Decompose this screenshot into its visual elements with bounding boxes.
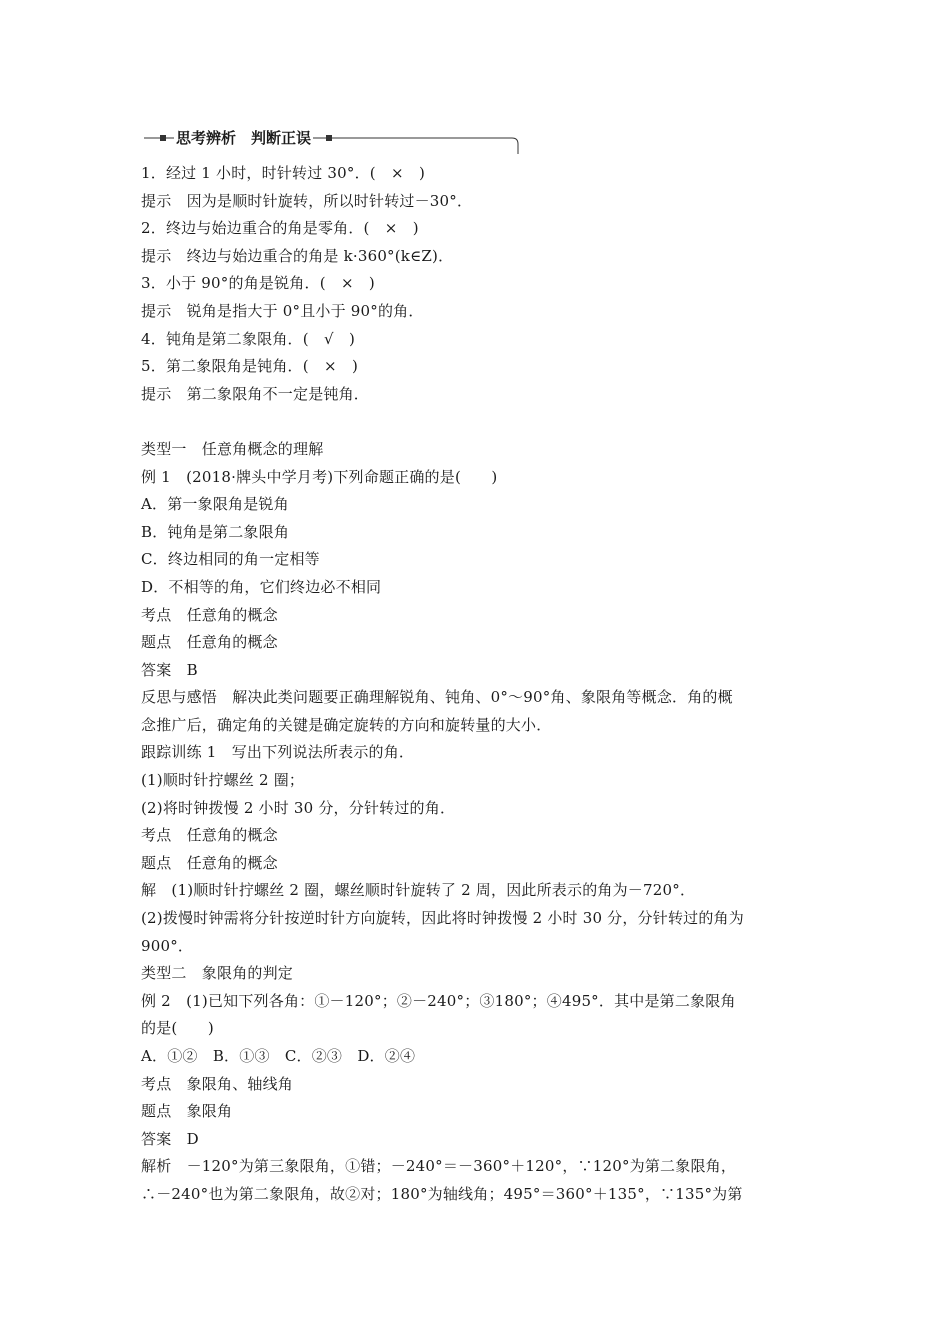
spacer [141,408,813,436]
question-point: 题点 任意角的概念 [141,633,278,652]
section-title: 思考辨析 判断正误 [176,129,312,147]
type-2-heading: 类型二 象限角的判定 [141,964,294,983]
practice-1-item-1: (1)顺时针拧螺丝 2 圈； [141,771,305,790]
type-1-heading: 类型一 任意角概念的理解 [141,439,324,458]
reflection-line-1: 反思与感悟 解决此类问题要正确理解锐角、钝角、0°～90°角、象限角等概念．角的概 [141,688,733,707]
solution-line-1: 解 (1)顺时针拧螺丝 2 圈，螺丝顺时针旋转了 2 周，因此所表示的角为－720°． [141,881,696,900]
hint-3: 提示 锐角是指大于 0°且小于 90°的角． [141,301,424,320]
solution-line-3: 900°． [141,936,194,955]
hint-5: 提示 第二象限角不一定是钝角． [141,384,370,403]
exam-point: 考点 任意角的概念 [141,605,278,624]
hint-1: 提示 因为是顺时针旋转，所以时针转过－30°． [141,191,473,210]
example-1: 例 1 (2018·牌头中学月考)下列命题正确的是( ) [141,467,498,486]
example-2-options: A．①② B．①③ C．②③ D．②④ [141,1047,416,1065]
reflection-line-2: 念推广后，确定角的关键是确定旋转的方向和旋转量的大小． [141,715,552,734]
document-body [141,160,813,1209]
hint-2: 提示 终边与始边重合的角是 k·360°(k∈Z)． [141,246,454,265]
question-1: 1．经过 1 小时，时针转过 30°．( × ) [141,164,426,182]
question-3: 3．小于 90°的角是锐角．( × ) [141,274,375,293]
analysis-line-2: ∴－240°也为第二象限角，故②对；180°为轴线角；495°＝360°＋135°，∵135°为第 [141,1184,743,1203]
exam-point: 考点 象限角、轴线角 [141,1074,294,1093]
practice-1: 跟踪训练 1 写出下列说法所表示的角． [141,743,415,762]
practice-1-item-2: (2)将时钟拨慢 2 小时 30 分，分针转过的角． [141,798,456,817]
option-c: C．终边相同的角一定相等 [141,550,320,569]
exam-point: 考点 任意角的概念 [141,826,278,845]
option-b: B．钝角是第二象限角 [141,522,290,541]
option-d: D．不相等的角，它们终边必不相同 [141,577,382,596]
answer: 答案 B [141,660,198,679]
answer: 答案 D [141,1129,199,1148]
question-4: 4．钝角是第二象限角．( √ ) [141,329,356,348]
question-point: 题点 象限角 [141,1102,233,1121]
section-header [142,128,520,156]
question-point: 题点 任意角的概念 [141,853,278,872]
example-2-line-1: 例 2 (1)已知下列各角：①－120°；②－240°；③180°；④495°．其中是第二象限角 [141,991,736,1010]
option-a: A．第一象限角是锐角 [141,495,289,514]
question-5: 5．第二象限角是钝角．( × ) [141,357,359,376]
solution-line-2: (2)拨慢时钟需将分针按逆时针方向旋转，因此将时钟拨慢 2 小时 30 分，分针转过的角为 [141,909,744,928]
question-2: 2．终边与始边重合的角是零角．( × ) [141,219,419,238]
analysis-line-1: 解析 －120°为第三象限角，①错；－240°＝－360°＋120°，∵120°为第二象限角， [141,1157,737,1176]
example-2-line-2: 的是( ) [141,1019,214,1038]
